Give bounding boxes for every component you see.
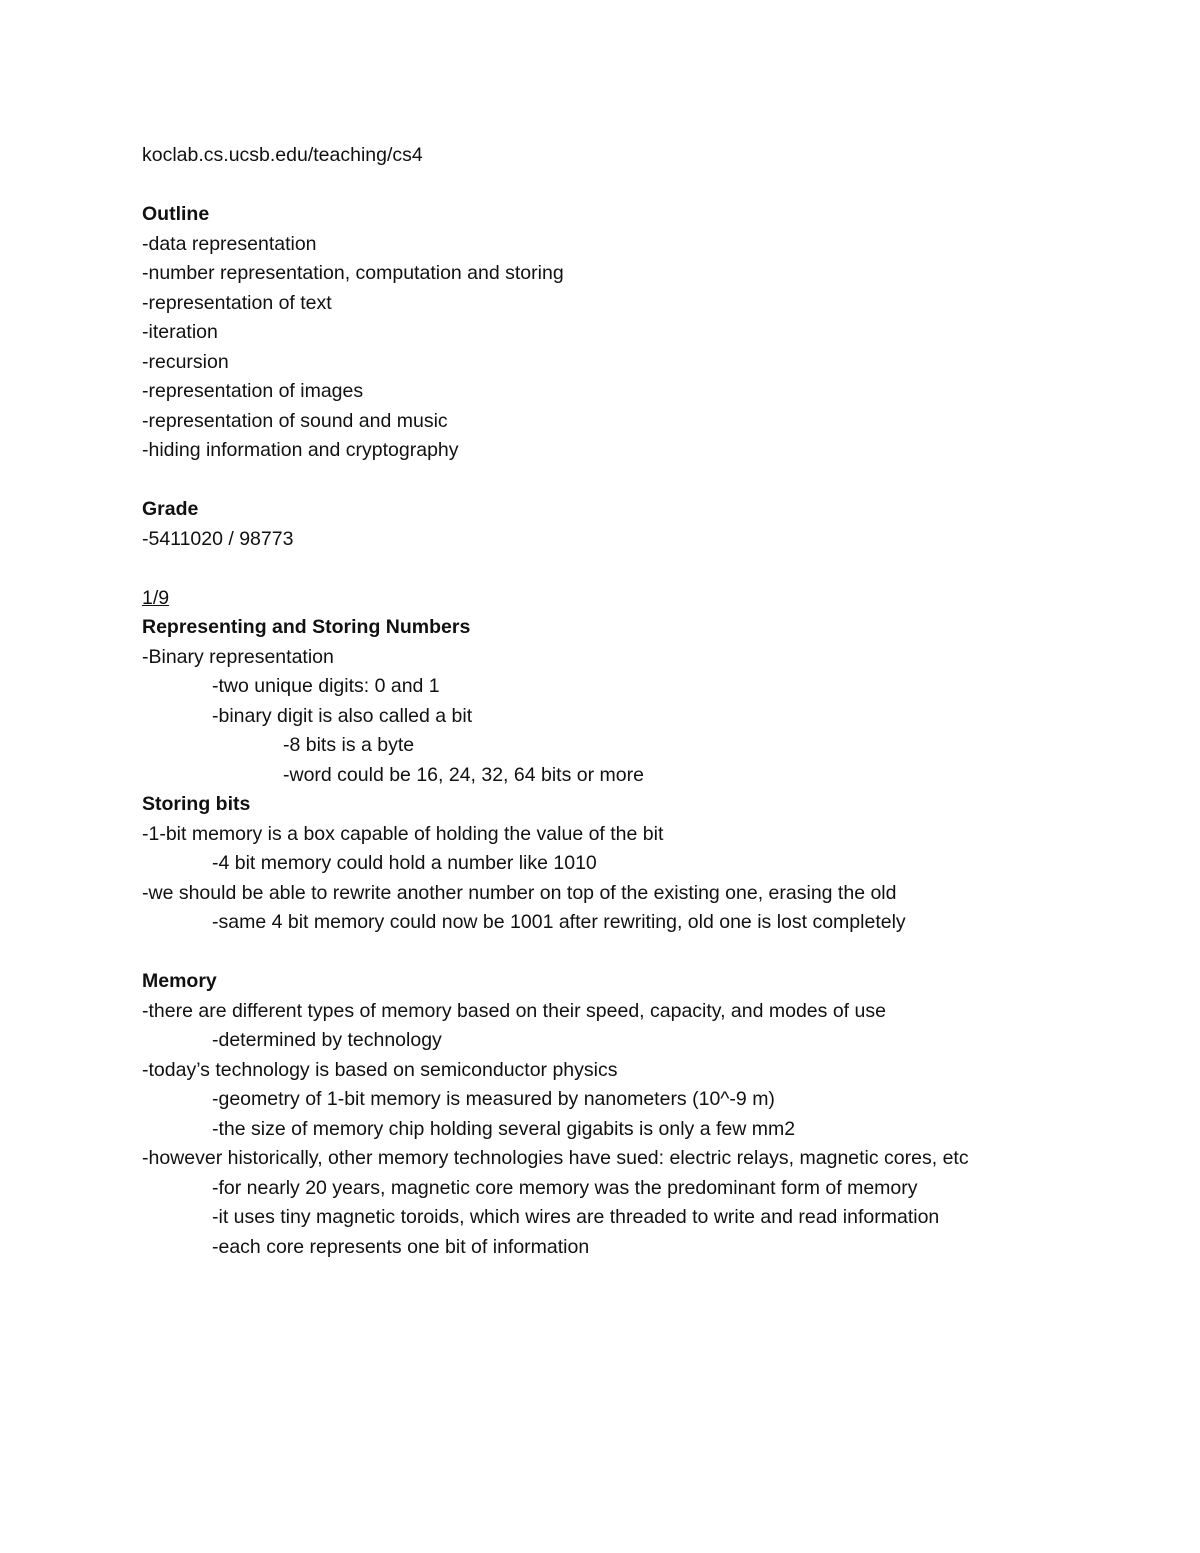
note-line: -each core represents one bit of information [212,1235,590,1258]
note-line: -4 bit memory could hold a number like 1010 [212,852,597,874]
numbers-heading: Representing and Storing Numbers [142,616,471,638]
outline-item: -representation of images [142,380,364,402]
document-body [142,141,1142,1262]
note-line: -it uses tiny magnetic toroids, which wires are threaded to write and read information [212,1206,940,1228]
note-line: -same 4 bit memory could now be 1001 after rewriting, old one is lost completely [212,911,906,933]
note-line: -geometry of 1-bit memory is measured by nanometers (10^-9 m) [212,1088,775,1110]
spacer [142,171,1142,201]
grade-heading: Grade [142,498,199,520]
outline-heading: Outline [142,203,210,225]
note-line: -for nearly 20 years, magnetic core memory was the predominant form of memory [212,1176,918,1199]
note-line: -Binary representation [142,645,334,668]
outline-item: -number representation, computation and storing [142,262,564,284]
note-line: -the size of memory chip holding several gigabits is only a few mm2 [212,1117,796,1140]
lecture-date: 1/9 [142,586,170,609]
note-line: -1-bit memory is a box capable of holding the value of the bit [142,822,664,845]
outline-item: -representation of sound and music [142,409,448,432]
note-line: -however historically, other memory technologies have sued: electric relays, magnetic cores, etc [142,1147,969,1169]
outline-item: -recursion [142,350,229,373]
note-line: -determined by technology [212,1029,442,1051]
note-line: -word could be 16, 24, 32, 64 bits or more [283,763,644,786]
note-line: -binary digit is also called a bit [212,704,473,727]
spacer [142,554,1142,584]
spacer [142,466,1142,496]
outline-item: -hiding information and cryptography [142,439,459,461]
outline-item: -iteration [142,321,218,343]
grade-value: -5411020 / 98773 [142,527,294,550]
storing-bits-heading: Storing bits [142,793,251,815]
spacer [142,938,1142,968]
outline-item: -representation of text [142,291,332,314]
note-line: -8 bits is a byte [283,734,415,756]
note-line: -today’s technology is based on semiconductor physics [142,1058,618,1081]
course-url: koclab.cs.ucsb.edu/teaching/cs4 [142,144,423,166]
outline-item: -data representation [142,232,317,255]
memory-heading: Memory [142,970,217,992]
note-line: -two unique digits: 0 and 1 [212,675,440,697]
note-line: -we should be able to rewrite another number on top of the existing one, erasing the old [142,881,897,904]
note-line: -there are different types of memory based on their speed, capacity, and modes of use [142,999,886,1022]
